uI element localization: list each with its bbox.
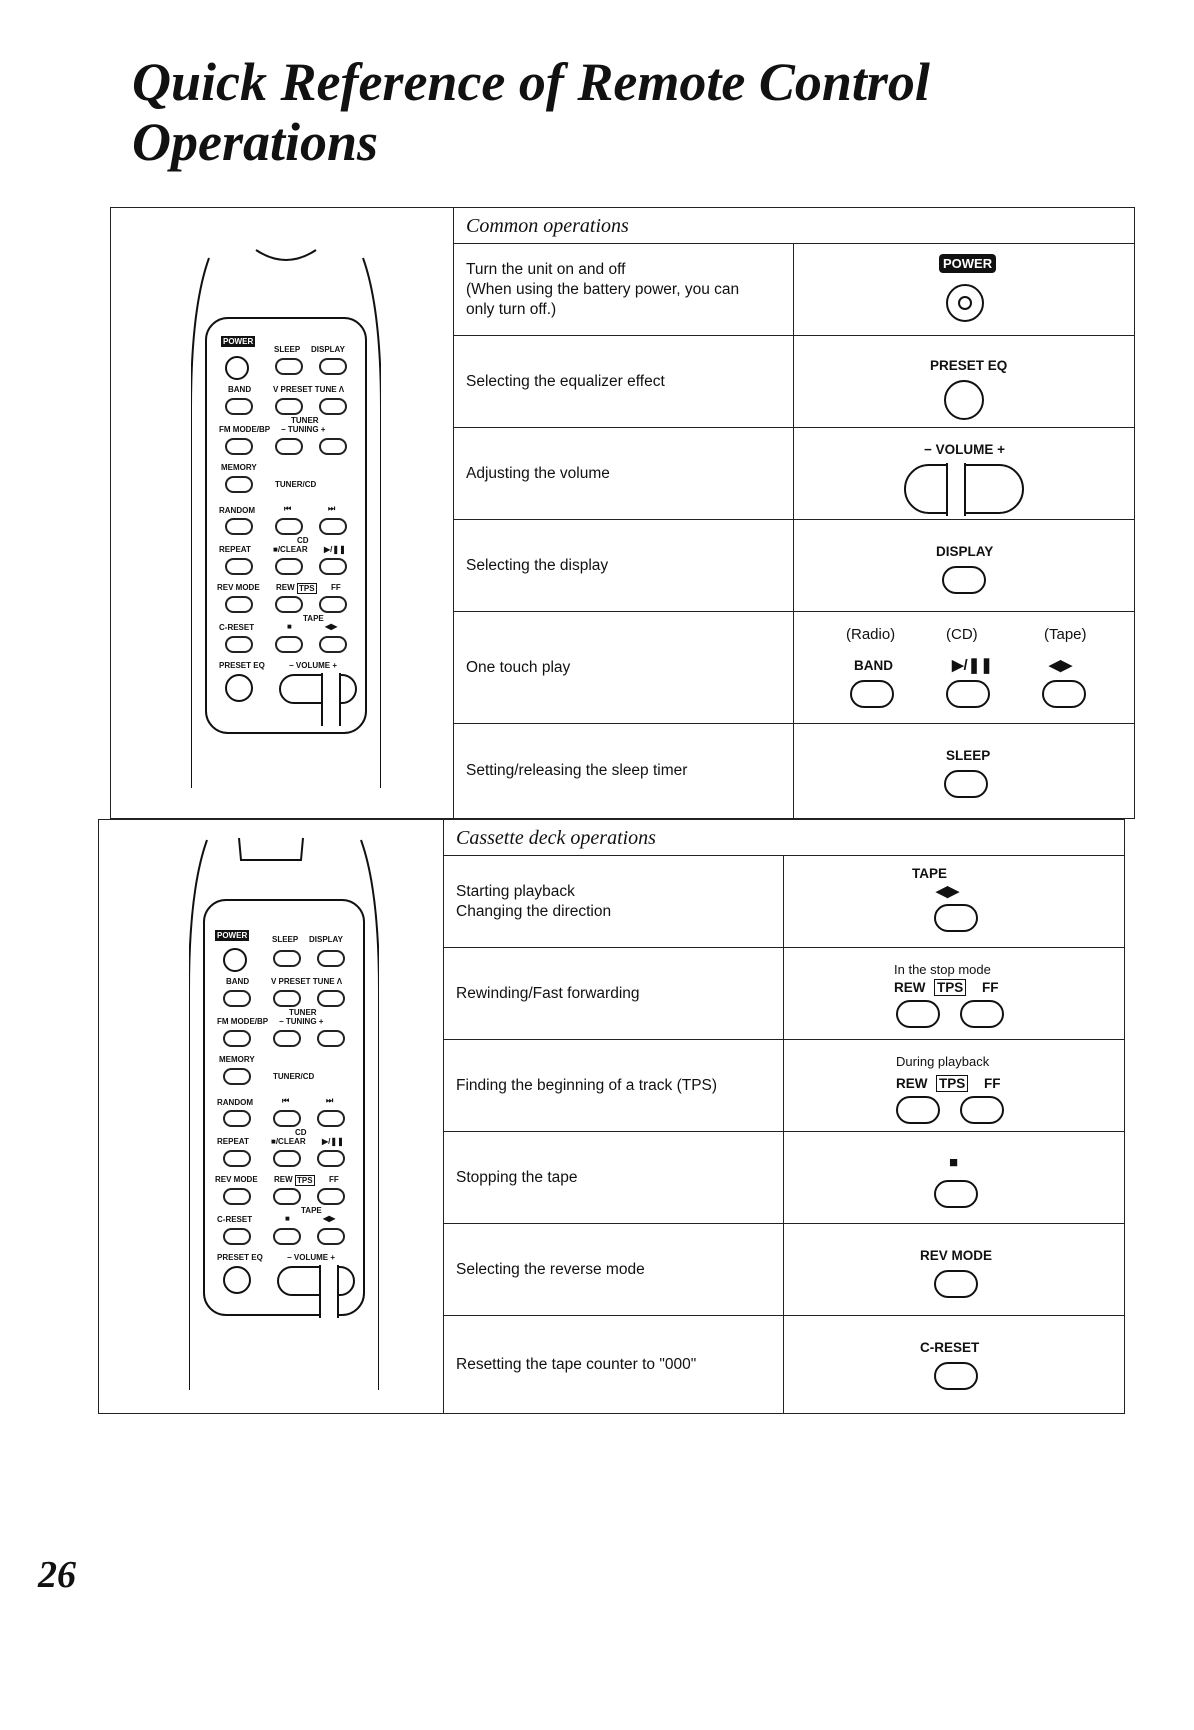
- remote-illustration: [189, 830, 379, 1405]
- c-reset-label: C-RESET: [920, 1340, 980, 1355]
- tape-button[interactable]: [1042, 680, 1086, 708]
- remote-stop-clear-label: ■/CLEAR: [273, 545, 308, 554]
- rew-button[interactable]: [896, 1000, 940, 1028]
- cassette-operations-section: [98, 819, 1125, 1414]
- remote-ff-label: FF: [331, 583, 341, 592]
- remote-memory-label: MEMORY: [219, 1055, 255, 1064]
- rew-label: REW: [894, 980, 926, 995]
- remote-sleep-label: SLEEP: [272, 935, 299, 944]
- remote-memory-button[interactable]: [223, 1068, 251, 1085]
- remote-tuning-up-button[interactable]: [319, 438, 347, 455]
- table-row: [444, 856, 1124, 948]
- remote-display-label: DISPLAY: [311, 345, 345, 354]
- stop-label: ■: [949, 1154, 959, 1171]
- rev-mode-button[interactable]: [934, 1270, 978, 1298]
- remote-tuning-label: − TUNING +: [279, 1017, 324, 1026]
- remote-memory-label: MEMORY: [221, 463, 257, 472]
- remote-fm-mode-label: FM MODE/BP: [219, 425, 271, 434]
- remote-preset-eq-button[interactable]: [223, 1266, 251, 1294]
- remote-stop-label: ■: [285, 1214, 290, 1223]
- remote-preset-eq-button[interactable]: [225, 674, 253, 702]
- row-control: [794, 612, 1134, 723]
- remote-fm-mode-label: FM MODE/BP: [217, 1017, 269, 1026]
- remote-prev-button[interactable]: [273, 1110, 301, 1127]
- remote-c-reset-label: C-RESET: [219, 623, 255, 632]
- row-control: [794, 336, 1134, 427]
- row-description: Selecting the reverse mode: [444, 1224, 784, 1315]
- remote-volume-label: − VOLUME +: [289, 661, 338, 670]
- remote-rew-label: REW: [274, 1175, 293, 1184]
- remote-power-label: POWER: [217, 931, 248, 940]
- ff-button[interactable]: [960, 1000, 1004, 1028]
- remote-tape-label: TAPE: [303, 614, 324, 623]
- remote-illustration-cell: [99, 820, 444, 1413]
- row-control: [784, 1040, 1124, 1131]
- remote-display-button[interactable]: [319, 358, 347, 375]
- volume-label: − VOLUME +: [924, 442, 1006, 457]
- remote-preset-up-button[interactable]: [319, 398, 347, 415]
- ff-label: FF: [984, 1076, 1001, 1091]
- remote-tuner-label: TUNER: [289, 1008, 317, 1017]
- rew-label: REW: [896, 1076, 928, 1091]
- remote-next-label: ⏭: [328, 504, 336, 513]
- radio-sub-label: (Radio): [846, 626, 896, 643]
- remote-stop-label: ■: [287, 622, 292, 631]
- remote-band-label: BAND: [228, 385, 252, 394]
- remote-tuning-up-button[interactable]: [317, 1030, 345, 1047]
- cassette-operations-table: [444, 820, 1124, 1413]
- remote-preset-down-button[interactable]: [273, 990, 301, 1007]
- remote-display-button[interactable]: [317, 950, 345, 967]
- remote-preset-tune-label: V PRESET TUNE Λ: [271, 977, 343, 986]
- preset-eq-label: PRESET EQ: [930, 358, 1008, 373]
- direction-symbol: ◀▶: [936, 883, 960, 900]
- tape-button[interactable]: [934, 904, 978, 932]
- remote-preset-up-button[interactable]: [317, 990, 345, 1007]
- remote-ff-label: FF: [329, 1175, 339, 1184]
- table-row: [444, 1132, 1124, 1224]
- remote-play-pause-button[interactable]: [317, 1150, 345, 1167]
- row-description: Resetting the tape counter to "000": [444, 1316, 784, 1413]
- remote-power-button[interactable]: [225, 356, 249, 380]
- remote-dir-label: ◀▶: [325, 622, 338, 631]
- remote-play-pause-label: ▶/❚❚: [324, 545, 346, 554]
- tps-label: TPS: [936, 1075, 968, 1092]
- row-description: Starting playback Changing the direction: [444, 856, 784, 947]
- row-description: Selecting the equalizer effect: [454, 336, 794, 427]
- playback-note: During playback: [896, 1054, 990, 1069]
- row-control: [794, 520, 1134, 611]
- remote-tape-label: TAPE: [301, 1206, 322, 1215]
- remote-rev-mode-label: REV MODE: [217, 583, 260, 592]
- remote-repeat-button[interactable]: [225, 558, 253, 575]
- display-label: DISPLAY: [936, 544, 994, 559]
- remote-tuner-label: TUNER: [291, 416, 319, 425]
- row-description: Turn the unit on and off (When using the battery power, you can only turn off.): [454, 244, 794, 335]
- cd-sub-label: (CD): [946, 626, 978, 643]
- remote-next-button[interactable]: [317, 1110, 345, 1127]
- remote-cd-label: CD: [297, 536, 309, 545]
- table-row: [454, 520, 1134, 612]
- row-control: [794, 428, 1134, 519]
- page-title: [132, 52, 930, 172]
- remote-tps-label: TPS: [297, 1176, 313, 1185]
- remote-tuner-cd-label: TUNER/CD: [273, 1072, 315, 1081]
- tps-label: TPS: [934, 979, 966, 996]
- table-row: [444, 1040, 1124, 1132]
- row-description: Stopping the tape: [444, 1132, 784, 1223]
- remote-power-label: POWER: [223, 337, 254, 346]
- remote-stop-clear-button[interactable]: [273, 1150, 301, 1167]
- remote-volume-control[interactable]: [279, 674, 357, 704]
- band-label: BAND: [854, 658, 893, 673]
- remote-illustration-cell: [111, 208, 454, 818]
- title-line-1: Quick Reference of Remote Control: [132, 52, 930, 112]
- common-operations-section: [110, 207, 1135, 819]
- remote-stop-button[interactable]: [273, 1228, 301, 1245]
- row-control: [784, 1316, 1124, 1413]
- page-number: 26: [38, 1554, 76, 1596]
- tape-label: TAPE: [912, 866, 948, 881]
- remote-repeat-label: REPEAT: [219, 545, 251, 554]
- band-button[interactable]: [850, 680, 894, 708]
- remote-tape-button[interactable]: [317, 1228, 345, 1245]
- remote-play-pause-button[interactable]: [319, 558, 347, 575]
- remote-next-button[interactable]: [319, 518, 347, 535]
- play-pause-button[interactable]: [946, 680, 990, 708]
- cassette-operations-header: Cassette deck operations: [444, 820, 1124, 856]
- rew-button[interactable]: [896, 1096, 940, 1124]
- common-operations-header: Common operations: [454, 208, 1134, 244]
- remote-volume-label: − VOLUME +: [287, 1253, 336, 1262]
- remote-memory-button[interactable]: [225, 476, 253, 493]
- remote-cd-label: CD: [295, 1128, 307, 1137]
- remote-stop-clear-label: ■/CLEAR: [271, 1137, 306, 1146]
- remote-rev-mode-label: REV MODE: [215, 1175, 258, 1184]
- remote-play-pause-label: ▶/❚❚: [322, 1137, 344, 1146]
- row-description: Setting/releasing the sleep timer: [454, 724, 794, 818]
- table-row: [454, 244, 1134, 336]
- table-row: [444, 948, 1124, 1040]
- remote-random-button[interactable]: [223, 1110, 251, 1127]
- row-description: Selecting the display: [454, 520, 794, 611]
- sleep-label: SLEEP: [946, 748, 991, 763]
- remote-sleep-button[interactable]: [275, 358, 303, 375]
- remote-stop-button[interactable]: [275, 636, 303, 653]
- remote-rev-mode-button[interactable]: [223, 1188, 251, 1205]
- c-reset-button[interactable]: [934, 1362, 978, 1390]
- remote-rew-button[interactable]: [273, 1188, 301, 1205]
- remote-random-button[interactable]: [225, 518, 253, 535]
- remote-preset-eq-label: PRESET EQ: [217, 1253, 263, 1262]
- remote-prev-label: ⏮: [284, 504, 292, 513]
- rev-mode-label: REV MODE: [920, 1248, 993, 1263]
- title-line-2: Operations: [132, 112, 379, 172]
- remote-preset-eq-label: PRESET EQ: [219, 661, 265, 670]
- remote-band-button[interactable]: [223, 990, 251, 1007]
- remote-sleep-label: SLEEP: [274, 345, 301, 354]
- remote-random-label: RANDOM: [219, 506, 255, 515]
- remote-random-label: RANDOM: [217, 1098, 253, 1107]
- remote-power-button[interactable]: [223, 948, 247, 972]
- power-label: POWER: [939, 254, 996, 273]
- remote-tuner-cd-label: TUNER/CD: [275, 480, 317, 489]
- remote-repeat-button[interactable]: [223, 1150, 251, 1167]
- remote-tuning-down-button[interactable]: [273, 1030, 301, 1047]
- remote-prev-label: ⏮: [282, 1096, 290, 1105]
- row-description: Rewinding/Fast forwarding: [444, 948, 784, 1039]
- remote-tuning-down-button[interactable]: [275, 438, 303, 455]
- table-row: [454, 428, 1134, 520]
- row-control: [784, 1224, 1124, 1315]
- power-button-center: [958, 296, 972, 310]
- row-description: One touch play: [454, 612, 794, 723]
- volume-control[interactable]: [904, 464, 1024, 514]
- remote-next-label: ⏭: [326, 1096, 334, 1105]
- remote-ff-button[interactable]: [319, 596, 347, 613]
- remote-repeat-label: REPEAT: [217, 1137, 249, 1146]
- remote-rev-mode-button[interactable]: [225, 596, 253, 613]
- remote-illustration: [191, 248, 381, 808]
- remote-preset-down-button[interactable]: [275, 398, 303, 415]
- remote-rew-label: REW: [276, 583, 295, 592]
- common-operations-table: [454, 208, 1134, 818]
- row-description: Finding the beginning of a track (TPS): [444, 1040, 784, 1131]
- row-control: [794, 724, 1134, 818]
- remote-preset-tune-label: V PRESET TUNE Λ: [273, 385, 345, 394]
- row-control: [784, 1132, 1124, 1223]
- row-control: [784, 856, 1124, 947]
- remote-dir-label: ◀▶: [323, 1214, 336, 1223]
- remote-tps-label: TPS: [299, 584, 315, 593]
- remote-volume-control[interactable]: [277, 1266, 355, 1296]
- remote-tape-button[interactable]: [319, 636, 347, 653]
- table-row: [454, 724, 1134, 818]
- ff-button[interactable]: [960, 1096, 1004, 1124]
- tape-sub-label: (Tape): [1044, 626, 1087, 643]
- play-pause-label: ▶/❚❚: [952, 657, 993, 674]
- row-control: [794, 244, 1134, 335]
- display-button[interactable]: [942, 566, 986, 594]
- remote-display-label: DISPLAY: [309, 935, 343, 944]
- remote-prev-button[interactable]: [275, 518, 303, 535]
- row-description: Adjusting the volume: [454, 428, 794, 519]
- table-row: [454, 612, 1134, 724]
- row-control: [784, 948, 1124, 1039]
- table-row: [454, 336, 1134, 428]
- remote-fm-mode-button[interactable]: [223, 1030, 251, 1047]
- remote-stop-clear-button[interactable]: [275, 558, 303, 575]
- remote-band-label: BAND: [226, 977, 250, 986]
- remote-fm-mode-button[interactable]: [225, 438, 253, 455]
- remote-rew-button[interactable]: [275, 596, 303, 613]
- preset-eq-button[interactable]: [944, 380, 984, 420]
- sleep-button[interactable]: [944, 770, 988, 798]
- table-row: [444, 1224, 1124, 1316]
- remote-band-button[interactable]: [225, 398, 253, 415]
- remote-c-reset-label: C-RESET: [217, 1215, 253, 1224]
- remote-tuning-label: − TUNING +: [281, 425, 326, 434]
- stop-mode-note: In the stop mode: [894, 962, 991, 977]
- remote-ff-button[interactable]: [317, 1188, 345, 1205]
- ff-label: FF: [982, 980, 999, 995]
- stop-button[interactable]: [934, 1180, 978, 1208]
- remote-c-reset-button[interactable]: [223, 1228, 251, 1245]
- table-row: [444, 1316, 1124, 1413]
- remote-c-reset-button[interactable]: [225, 636, 253, 653]
- tape-dir-label: ◀▶: [1049, 657, 1073, 674]
- remote-sleep-button[interactable]: [273, 950, 301, 967]
